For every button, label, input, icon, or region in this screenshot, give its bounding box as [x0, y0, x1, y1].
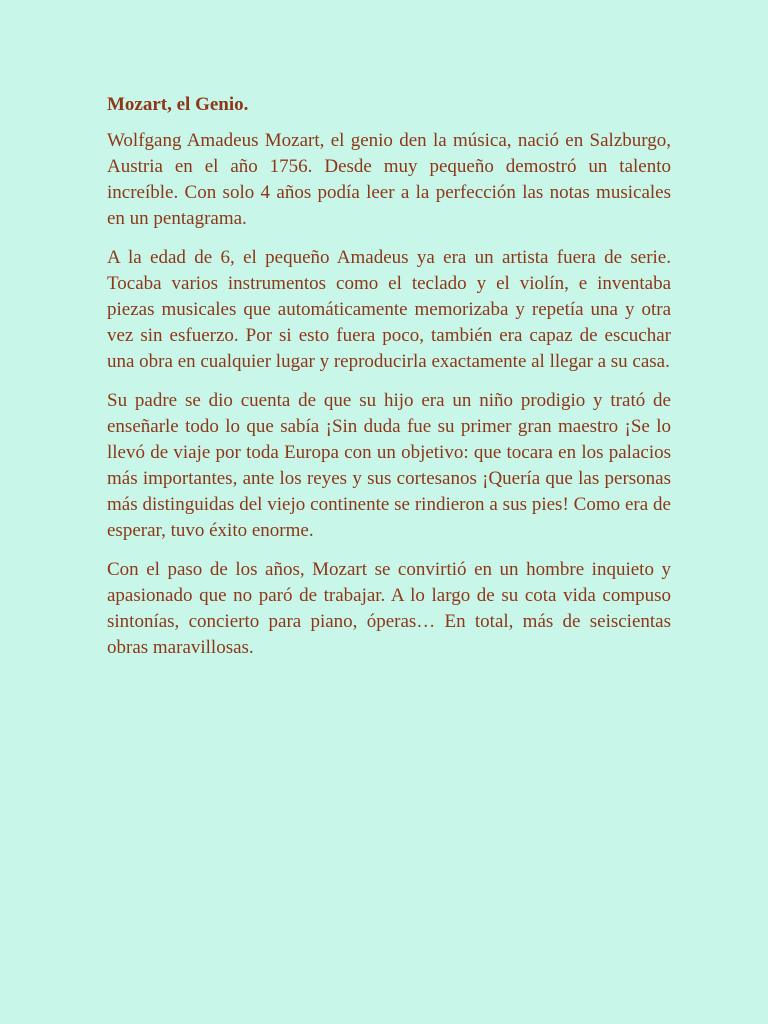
paragraph-4: Con el paso de los años, Mozart se convirtió en un hombre inquieto y apasionado que no paró de trabajar. A lo largo de su cota vida compuso sintonías, concierto para piano, óperas… En total, más de seiscientas obras maravillosas.: [107, 559, 671, 658]
paragraph-2: A la edad de 6, el pequeño Amadeus ya era un artista fuera de serie. Tocaba varios instrumentos como el teclado y el violín, e inventaba piezas musicales que automáticamente memorizaba y repetía una y otra vez sin esfuerzo. Por si esto fuera poco, también era capaz de escuchar una obra en cualquier lugar y reproducirla exactamente al llegar a su casa.: [107, 247, 671, 372]
paragraph-1: Wolfgang Amadeus Mozart, el genio den la música, nació en Salzburgo, Austria en el año 1756. Desde muy pequeño demostró un talento increíble. Con solo 4 años podía leer a la perfección las notas musicales en un pentagrama.: [107, 130, 671, 229]
paragraph-3: Su padre se dio cuenta de que su hijo era un niño prodigio y trató de enseñarle todo lo que sabía ¡Sin duda fue su primer gran maestro ¡Se lo llevó de viaje por toda Europa con un objetivo: que tocara en los palacios más importantes, ante los reyes y sus cortesanos ¡Quería que las personas más distinguidas del viejo continente se rindieron a sus pies! Como era de esperar, tuvo éxito enorme.: [107, 390, 671, 541]
document-title: Mozart, el Genio.: [107, 94, 249, 115]
